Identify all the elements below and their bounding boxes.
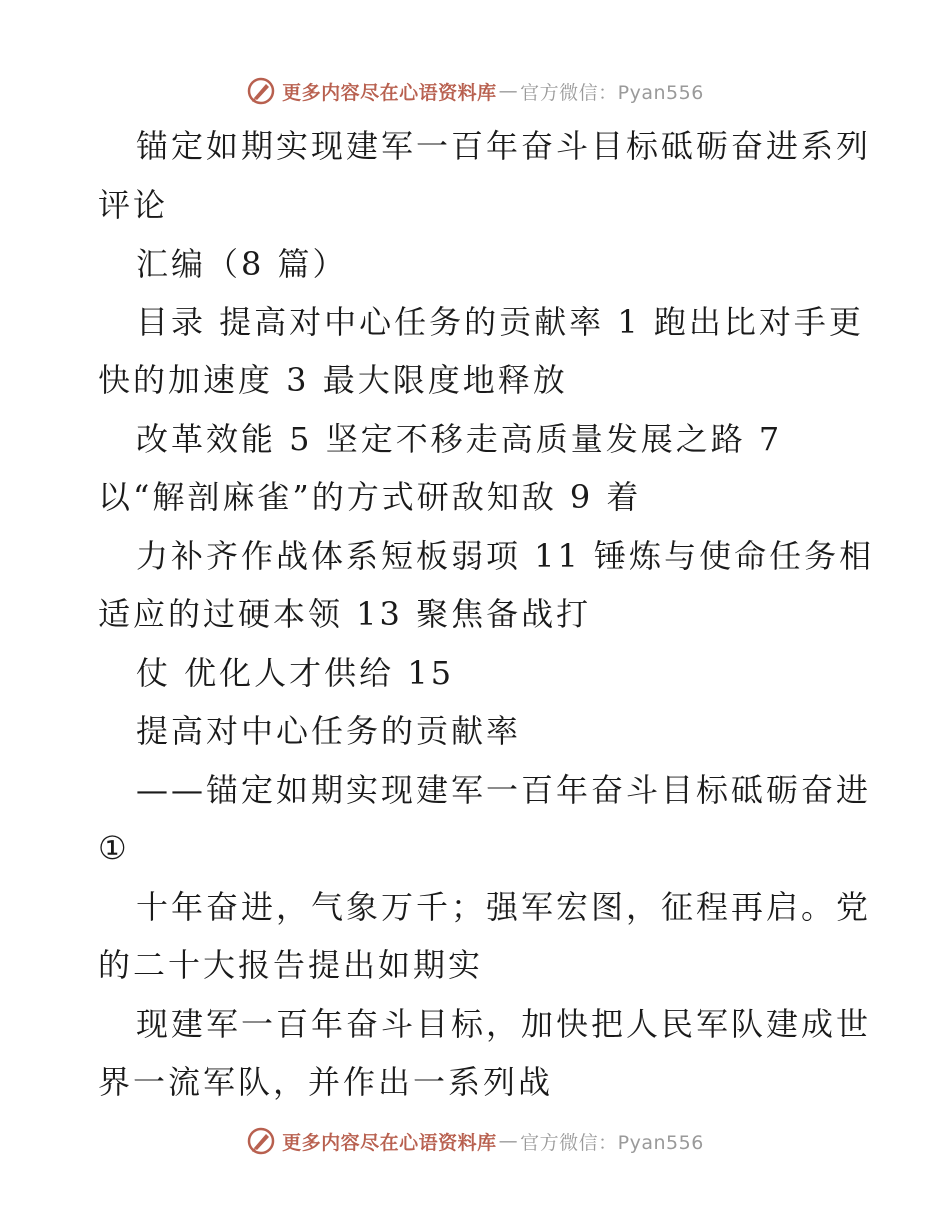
pen-logo-icon bbox=[246, 1126, 276, 1156]
section-title: 提高对中心任务的贡献率 bbox=[136, 712, 522, 750]
title-line-2: 评论 bbox=[98, 186, 169, 224]
pen-logo-icon bbox=[246, 76, 276, 106]
toc-line-7: 仗 优化人才供给 15 bbox=[136, 654, 455, 692]
paragraph-line-4: 界一流军队，并作出一系列战 bbox=[98, 1063, 554, 1101]
watermark-site-text: 更多内容尽在心语资料库 bbox=[282, 1131, 497, 1154]
watermark-dash: — bbox=[498, 1130, 519, 1152]
toc-line-4: 以“解剖麻雀”的方式研敌知敌 9 着 bbox=[98, 478, 642, 516]
footer-watermark bbox=[0, 1121, 950, 1161]
watermark-dash: — bbox=[498, 80, 519, 102]
toc-line-1: 目录 提高对中心任务的贡献率 1 跑出比对手更 bbox=[136, 303, 864, 341]
watermark-site-text: 更多内容尽在心语资料库 bbox=[282, 81, 497, 104]
title-line-1: 锚定如期实现建军一百年奋斗目标砥砺奋进系列 bbox=[136, 127, 872, 165]
title-line-3: 汇编（8 篇） bbox=[136, 245, 348, 283]
header-watermark bbox=[0, 71, 950, 111]
toc-line-5: 力补齐作战体系短板弱项 11 锤炼与使命任务相 bbox=[136, 537, 875, 575]
toc-line-3: 改革效能 5 坚定不移走高质量发展之路 7 bbox=[136, 420, 783, 458]
toc-line-2: 快的加速度 3 最大限度地释放 bbox=[98, 361, 568, 399]
section-subtitle-line-1: ——锚定如期实现建军一百年奋斗目标砥砺奋进 bbox=[136, 771, 872, 809]
watermark-wechat-text: 官方微信：Pyan556 bbox=[520, 81, 704, 104]
watermark-wechat-text: 官方微信：Pyan556 bbox=[520, 1131, 704, 1154]
paragraph-line-1: 十年奋进，气象万千；强军宏图，征程再启。党 bbox=[136, 888, 872, 926]
toc-line-6: 适应的过硬本领 13 聚焦备战打 bbox=[98, 595, 592, 633]
section-subtitle-line-2: ① bbox=[98, 829, 130, 867]
paragraph-line-3: 现建军一百年奋斗目标，加快把人民军队建成世 bbox=[136, 1005, 872, 1043]
paragraph-line-2: 的二十大报告提出如期实 bbox=[98, 946, 484, 984]
